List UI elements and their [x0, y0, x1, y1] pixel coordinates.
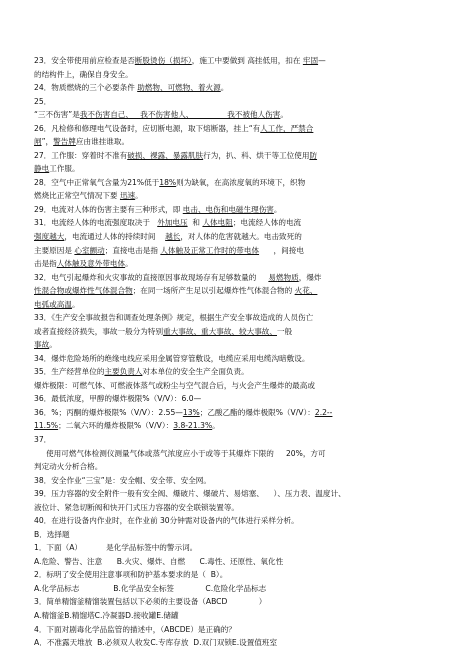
text-segment: ，对人体的危害就越大。电击致死的	[180, 232, 302, 241]
text-line	[0, 273, 474, 282]
text-segment: 32．电气引起爆炸和火灾事故的直接原因事故现场存有足够数量的	[34, 272, 269, 282]
text-segment: B．选择题	[34, 529, 70, 539]
underlined-answer: 静电	[34, 164, 50, 174]
text-segment: 和	[187, 218, 203, 228]
text-segment: 。	[49, 340, 57, 350]
text-segment: 36．%；丙酮的爆炸极限%（V/V）：2.55—	[34, 407, 183, 417]
text-segment: A.精馏釜B.精馏塔C.冷凝器D.接收罐E.储罐	[34, 610, 179, 620]
text-line	[0, 638, 474, 647]
text-line	[0, 218, 474, 227]
text-line	[0, 164, 474, 173]
text-segment: 3．简单精馏釜精馏装置包括以下必须的主要设备（ABCD ）	[34, 597, 267, 607]
underlined-answer: 2.2--	[314, 407, 333, 417]
text-segment: 一般	[277, 326, 293, 336]
text-line	[0, 83, 474, 92]
text-segment: 38．安全作业“三宝”是：安全帽、安全带、安全网。	[34, 475, 211, 485]
text-line	[0, 611, 474, 620]
text-line	[0, 421, 474, 430]
text-line	[0, 597, 474, 606]
text-segment: 的结构件上，确保自身安全。	[34, 69, 133, 79]
text-line	[0, 97, 474, 106]
text-segment: 27．工作服：穿着时不准有	[34, 150, 128, 160]
text-line	[0, 530, 474, 539]
text-line	[0, 327, 474, 336]
text-segment: 。	[280, 110, 288, 120]
text-segment: ；二氧六环的爆炸极限%（V/V）：	[58, 421, 174, 431]
text-segment: 26．凡检修和修理电气设备时，应切断电源，取下熔断器，挂上“有	[34, 123, 261, 133]
text-line	[0, 137, 474, 146]
underlined-answer: 破损、裸露、暴露肌肤	[127, 150, 204, 160]
underlined-answer: 电弧或高温	[34, 299, 72, 309]
underlined-answer: 助燃物、可燃物、着火源	[137, 83, 221, 93]
underlined-answer: 外加电压	[157, 218, 188, 228]
text-segment: 24．物质燃烧的三个必要条件	[34, 83, 138, 93]
text-line	[0, 625, 474, 634]
underlined-answer: 人体触及正常工作时的带电体	[160, 245, 260, 255]
text-segment: —	[318, 56, 326, 65]
text-segment: ，间接电	[259, 245, 304, 255]
text-line	[0, 584, 474, 593]
text-segment: 燃烧比正常空气情况下要	[34, 191, 120, 201]
text-line	[0, 476, 474, 485]
text-line	[0, 557, 474, 566]
underlined-answer: 性混合物或爆炸性气体混合物	[34, 286, 133, 296]
text-segment: 29．电流对人体的伤害主要有三种形式，即	[34, 204, 183, 214]
text-line	[0, 70, 474, 79]
underlined-answer: 强度越大	[34, 232, 65, 241]
text-segment: 液位计、紧急切断阀和快开门式压力容器的安全联锁装置等。	[34, 502, 240, 512]
text-segment: 爆炸极限：可燃气体、可燃液体蒸气或粉尘与空气混合后，与火会产生爆炸的最高或	[34, 380, 315, 390]
text-line	[0, 286, 474, 295]
underlined-answer: 人工作，严禁合	[260, 123, 314, 133]
text-segment: ”，	[41, 137, 54, 147]
underlined-answer: 重大事故、重大事故、较大事故、	[163, 326, 277, 336]
text-segment: 工作服。	[49, 164, 80, 174]
text-segment: 或者直接经济损失，事故一般分为特别	[34, 326, 164, 336]
underlined-answer: 主要负责人	[104, 367, 143, 377]
text-line	[0, 489, 474, 498]
underlined-answer: 18%	[159, 177, 177, 187]
text-segment: A.危险、警告、注意 B.火灾、爆炸、自燃 C.毒性、还原性、氧化性	[34, 556, 284, 566]
text-line	[0, 56, 474, 65]
text-segment: 。	[125, 259, 133, 268]
underlined-answer: 越长	[165, 232, 181, 241]
text-segment: 37．	[34, 435, 52, 444]
text-segment: ；乙酸乙酯的爆炸极限%（V/V）：	[199, 407, 315, 417]
text-line	[0, 259, 474, 268]
text-segment: 行为，扒、科、烘干等工位使用	[203, 150, 310, 160]
text-segment: 31．电流经人体的电流强度取决于	[34, 218, 158, 228]
underlined-answer: 易燃物质	[268, 272, 299, 282]
text-segment: 36．最低浓度，甲醇的爆炸极限%（V/V）：6.0—	[34, 394, 202, 404]
text-segment: 击是指	[34, 259, 57, 268]
underlined-answer: 心室颤动	[74, 245, 105, 255]
text-line	[0, 408, 474, 417]
text-line	[0, 340, 474, 349]
text-segment: A.化学品标志 B.化学品安全标签 C.危险化学品标志	[34, 583, 267, 593]
text-segment: 25．	[34, 96, 52, 106]
text-line	[0, 178, 474, 187]
text-segment: 判定动火分析合格。	[34, 462, 103, 471]
text-segment: 使用可燃气体检测仪测量气体或蒸气浓度应小于或等于其爆炸下限的 20%，方可	[34, 448, 326, 458]
text-segment: 2．标明了安全使用注意事项和防护基本要求的是（ B）。	[34, 570, 228, 580]
text-line	[0, 110, 474, 119]
underlined-answer: 13%	[182, 407, 200, 417]
text-segment: 。	[71, 299, 80, 309]
text-segment: 。	[273, 204, 282, 214]
text-segment: ，爆炸	[298, 272, 322, 282]
underlined-answer: 3.8-21.3%	[173, 421, 213, 431]
text-segment: 33．《生产安全事故报告和调查处理条例》规定，根据生产安全事故造成的人员伤亡	[34, 313, 314, 323]
text-segment: 34．爆炸危险场所的绝缘电线应采用金属管穿管敷设，电缆应采用电缆沟暗敷设。	[34, 353, 310, 363]
text-line	[0, 516, 474, 525]
underlined-answer: 11.5%	[34, 421, 59, 431]
text-line	[0, 381, 474, 390]
text-segment: 4．下面对剧毒化学品监管的描述中，（ABCDE）是正确的？	[34, 624, 236, 634]
underlined-answer: 我不伤害自己、 我不伤害他人、 我不被他人伤害	[79, 110, 281, 120]
text-segment: 应由谁挂谁取。	[75, 137, 130, 147]
text-segment: “三不伤害”是	[34, 110, 80, 120]
underlined-answer: 火花、	[294, 286, 318, 296]
text-segment: 。	[135, 191, 143, 201]
text-line	[0, 394, 474, 403]
text-segment: 40．在进行设备内作业时，在作业前 30分钟需对设备内的气体进行采样分析。	[34, 516, 299, 526]
underlined-answer: 事故	[34, 340, 50, 350]
text-segment: ；电流经人体的电流	[232, 218, 302, 228]
text-segment: 主要原因是	[34, 245, 75, 255]
underlined-answer: 牢固	[302, 56, 319, 65]
text-line	[0, 367, 474, 376]
text-line	[0, 435, 474, 444]
text-line	[0, 124, 474, 133]
text-segment: 。	[220, 83, 229, 93]
text-segment: 则为缺氧，在高浓度氧的环境下，织物	[176, 177, 306, 187]
text-segment: 39．压力容器的安全附件一般有安全阀、爆破片、爆破片、易熔塞、 ）、压力表、温度计、	[34, 489, 346, 499]
underlined-answer: 迅速	[119, 191, 136, 201]
underlined-answer: 警告牌	[53, 137, 76, 147]
underlined-answer: 人体触及意外带电体	[56, 259, 126, 268]
text-line	[0, 246, 474, 255]
text-segment: 1．下面（A） 是化学品标签中的警示词。	[34, 543, 198, 553]
text-line	[0, 503, 474, 512]
text-segment: 35．生产经营单位的	[34, 367, 105, 377]
underlined-answer: 电击、电伤和电磁生理伤害	[182, 204, 274, 214]
underlined-answer: 防	[309, 150, 318, 160]
text-line	[0, 300, 474, 309]
underlined-answer: 闸	[34, 137, 42, 147]
text-line	[0, 543, 474, 552]
text-segment: ，施工中要做到 高挂低用，扣在	[191, 56, 303, 65]
text-line	[0, 570, 474, 579]
text-line	[0, 313, 474, 322]
text-segment: ，电流通过人体的持续时间	[64, 232, 166, 241]
text-segment: 。	[212, 421, 220, 431]
text-segment: ；在同一场所产生足以引起爆炸性气体混合物的	[132, 286, 295, 296]
underlined-answer: 人体电阻	[202, 218, 233, 228]
text-line	[0, 232, 474, 241]
text-line	[0, 191, 474, 200]
text-line	[0, 151, 474, 160]
text-segment: ；直接电击是指	[104, 245, 161, 255]
text-segment: 28．空气中正常氧气含量为21%低于	[34, 177, 160, 187]
text-line	[0, 354, 474, 363]
text-segment: A．不准露天堆放 B.必须双人收发C.专库存放 D.双门双锁E.设置值班室	[34, 638, 278, 647]
text-segment: 对本单位的安全生产全面负责。	[142, 367, 249, 377]
text-segment: 23．安全带使用前应检查是否	[34, 56, 135, 65]
text-line	[0, 449, 474, 458]
text-line	[0, 462, 474, 471]
underlined-answer: 断股烫伤（损坏）	[134, 56, 192, 65]
text-line	[0, 205, 474, 214]
